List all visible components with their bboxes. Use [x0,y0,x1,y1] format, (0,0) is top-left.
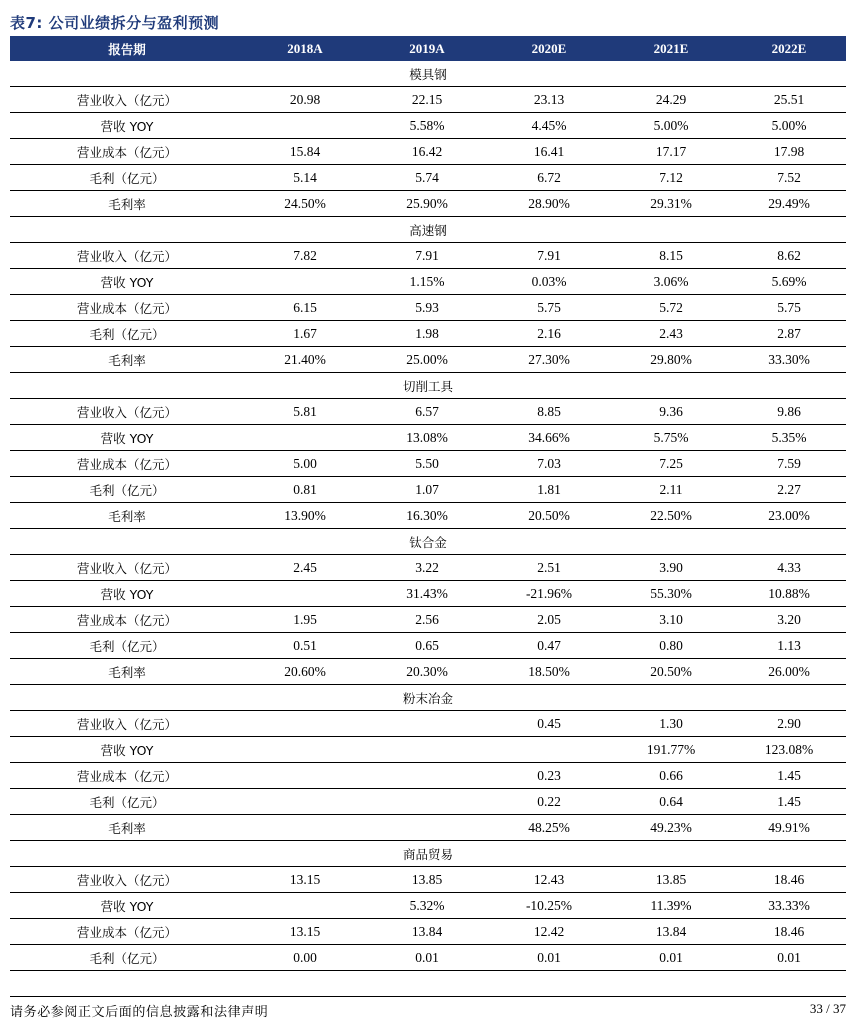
table-cell: 20.50% [610,659,732,685]
row-label: 毛利（亿元） [10,321,244,347]
table-row [10,165,846,191]
table-cell [244,893,366,919]
table-row [10,243,846,269]
table-cell: 31.43% [366,581,488,607]
table-header-row [10,36,846,61]
table-cell: 22.50% [610,503,732,529]
table-row [10,425,846,451]
table-cell: 10.88% [732,581,846,607]
table-row [10,321,846,347]
table-cell: 17.98 [732,139,846,165]
row-label: 营收 YOY [10,113,244,139]
table-cell: 55.30% [610,581,732,607]
section-title: 粉末冶金 [10,685,846,711]
table-cell [244,815,366,841]
table-cell: 1.30 [610,711,732,737]
table-cell: 0.81 [244,477,366,503]
table-row [10,347,846,373]
section-row [10,841,846,867]
table-cell: 1.95 [244,607,366,633]
table-cell [366,711,488,737]
table-row [10,555,846,581]
table-cell: 1.45 [732,789,846,815]
row-label: 营收 YOY [10,893,244,919]
section-title: 模具钢 [10,61,846,87]
table-cell: 13.85 [366,867,488,893]
table-cell: 1.13 [732,633,846,659]
row-label: 毛利率 [10,347,244,373]
table-cell: 6.72 [488,165,610,191]
table-row [10,191,846,217]
row-label: 营收 YOY [10,269,244,295]
table-row [10,295,846,321]
table-row [10,919,846,945]
table-cell: 18.46 [732,867,846,893]
table-cell: 34.66% [488,425,610,451]
table-cell: 7.82 [244,243,366,269]
table-row [10,477,846,503]
table-cell: 2.11 [610,477,732,503]
table-row [10,87,846,113]
table-cell: 0.03% [488,269,610,295]
table-cell: 0.66 [610,763,732,789]
table-cell: 23.13 [488,87,610,113]
table-cell: 2.90 [732,711,846,737]
table-cell: 1.67 [244,321,366,347]
row-label: 营收 YOY [10,425,244,451]
table-row [10,139,846,165]
table-cell [244,425,366,451]
table-cell: 49.91% [732,815,846,841]
header-2018a: 2018A [244,36,366,61]
table-cell: 23.00% [732,503,846,529]
header-2022e: 2022E [732,36,846,61]
table-cell: 5.50 [366,451,488,477]
row-label: 毛利（亿元） [10,477,244,503]
table-cell: 3.22 [366,555,488,581]
earnings-forecast-table [10,36,846,971]
section-title: 商品贸易 [10,841,846,867]
table-cell: 29.31% [610,191,732,217]
table-cell: 27.30% [488,347,610,373]
table-cell: 5.32% [366,893,488,919]
table-cell: 5.58% [366,113,488,139]
table-cell: 13.15 [244,919,366,945]
row-label: 营业收入（亿元） [10,399,244,425]
table-cell: 9.36 [610,399,732,425]
table-cell: 2.27 [732,477,846,503]
table-cell: 191.77% [610,737,732,763]
table-cell: 20.60% [244,659,366,685]
table-cell: 17.17 [610,139,732,165]
row-label: 毛利率 [10,815,244,841]
table-cell: 5.75% [610,425,732,451]
table-cell: 0.00 [244,945,366,971]
table-cell: 7.25 [610,451,732,477]
table-row [10,737,846,763]
table-cell: 0.01 [366,945,488,971]
table-cell: 7.12 [610,165,732,191]
section-title: 高速钢 [10,217,846,243]
table-cell: 13.85 [610,867,732,893]
table-title: 表7: 公司业绩拆分与盈利预测 [10,14,220,32]
table-cell: 1.15% [366,269,488,295]
table-cell: 13.84 [610,919,732,945]
table-cell [244,737,366,763]
table-cell: -10.25% [488,893,610,919]
table-cell: 0.65 [366,633,488,659]
table-cell: 3.20 [732,607,846,633]
table-cell: 13.15 [244,867,366,893]
table-cell: 29.49% [732,191,846,217]
table-cell: 1.45 [732,763,846,789]
row-label: 毛利（亿元） [10,165,244,191]
table-cell [366,763,488,789]
table-cell: 7.52 [732,165,846,191]
table-cell [244,711,366,737]
table-row [10,113,846,139]
table-row [10,659,846,685]
page-number: 33 / 37 [809,1001,846,1016]
section-row [10,529,846,555]
table-row [10,451,846,477]
table-cell: 5.00% [610,113,732,139]
table-cell: 28.90% [488,191,610,217]
table-cell: 5.72 [610,295,732,321]
table-row [10,269,846,295]
table-row [10,945,846,971]
row-label: 毛利（亿元） [10,789,244,815]
table-row [10,633,846,659]
table-cell: 2.05 [488,607,610,633]
table-cell: 11.39% [610,893,732,919]
table-cell: 0.47 [488,633,610,659]
table-cell: 5.81 [244,399,366,425]
table-cell [366,737,488,763]
table-cell: 9.86 [732,399,846,425]
table-cell: 4.33 [732,555,846,581]
row-label: 营收 YOY [10,581,244,607]
table-cell: 123.08% [732,737,846,763]
row-label: 毛利率 [10,503,244,529]
section-title: 切削工具 [10,373,846,399]
table-row [10,711,846,737]
table-cell: 2.56 [366,607,488,633]
table-row [10,399,846,425]
table-cell: 49.23% [610,815,732,841]
table-cell: 7.59 [732,451,846,477]
table-cell: 13.90% [244,503,366,529]
table-cell: 5.93 [366,295,488,321]
table-cell: 20.50% [488,503,610,529]
row-label: 营收 YOY [10,737,244,763]
footer-disclaimer: 请务必参阅正文后面的信息披露和法律声明 [10,1005,269,1020]
table-cell [488,737,610,763]
table-cell: 15.84 [244,139,366,165]
table-row [10,789,846,815]
row-label: 营业收入（亿元） [10,867,244,893]
table-cell [244,113,366,139]
table-cell: 5.74 [366,165,488,191]
table-cell: 5.69% [732,269,846,295]
table-cell: 0.01 [732,945,846,971]
row-label: 营业成本（亿元） [10,451,244,477]
section-row [10,373,846,399]
table-cell [244,789,366,815]
table-cell: 21.40% [244,347,366,373]
table-cell [244,581,366,607]
row-label: 毛利率 [10,659,244,685]
header-period: 报告期 [10,36,244,61]
table-cell [366,789,488,815]
section-row [10,217,846,243]
row-label: 营业收入（亿元） [10,711,244,737]
table-cell: 24.50% [244,191,366,217]
header-2019a: 2019A [366,36,488,61]
table-cell: 2.43 [610,321,732,347]
table-cell: 0.64 [610,789,732,815]
header-2021e: 2021E [610,36,732,61]
table-cell: 24.29 [610,87,732,113]
footer-divider [10,996,846,997]
table-cell: 1.07 [366,477,488,503]
table-cell: 3.06% [610,269,732,295]
table-cell: 5.75 [732,295,846,321]
table-cell: 7.91 [488,243,610,269]
table-cell: 13.08% [366,425,488,451]
table-cell: 2.45 [244,555,366,581]
table-cell: 16.30% [366,503,488,529]
table-cell: 22.15 [366,87,488,113]
table-cell: 33.33% [732,893,846,919]
row-label: 营业成本（亿元） [10,919,244,945]
table-cell: 8.85 [488,399,610,425]
table-row [10,763,846,789]
table-cell: 18.50% [488,659,610,685]
table-cell: 5.14 [244,165,366,191]
row-label: 毛利率 [10,191,244,217]
table-cell: 13.84 [366,919,488,945]
header-2020e: 2020E [488,36,610,61]
row-label: 营业成本（亿元） [10,139,244,165]
table-cell: 12.43 [488,867,610,893]
table-cell [244,269,366,295]
table-cell: 2.51 [488,555,610,581]
table-cell: 20.30% [366,659,488,685]
table-cell: 1.98 [366,321,488,347]
table-cell: 5.75 [488,295,610,321]
table-row [10,815,846,841]
table-cell: 8.62 [732,243,846,269]
row-label: 营业成本（亿元） [10,607,244,633]
table-cell: 0.01 [488,945,610,971]
table-cell: 25.51 [732,87,846,113]
table-cell: 16.41 [488,139,610,165]
table-cell [366,815,488,841]
table-cell: 5.00 [244,451,366,477]
table-cell: 7.91 [366,243,488,269]
table-cell: 16.42 [366,139,488,165]
table-cell: 4.45% [488,113,610,139]
table-cell: 6.15 [244,295,366,321]
table-cell: 33.30% [732,347,846,373]
table-row [10,893,846,919]
table-cell: 29.80% [610,347,732,373]
row-label: 毛利（亿元） [10,633,244,659]
table-cell: 5.00% [732,113,846,139]
table-cell: 0.80 [610,633,732,659]
row-label: 营业成本（亿元） [10,763,244,789]
table-body [10,61,846,971]
table-cell: 20.98 [244,87,366,113]
table-row [10,581,846,607]
row-label: 营业收入（亿元） [10,243,244,269]
row-label: 营业收入（亿元） [10,555,244,581]
table-cell: 0.45 [488,711,610,737]
row-label: 毛利（亿元） [10,945,244,971]
table-cell: 2.16 [488,321,610,347]
section-title: 钛合金 [10,529,846,555]
table-cell: 8.15 [610,243,732,269]
row-label: 营业成本（亿元） [10,295,244,321]
section-row [10,685,846,711]
table-row [10,503,846,529]
table-cell: 0.01 [610,945,732,971]
table-cell: 2.87 [732,321,846,347]
table-cell: 26.00% [732,659,846,685]
table-row [10,607,846,633]
table-cell: 7.03 [488,451,610,477]
table-cell: 0.51 [244,633,366,659]
table-cell: 1.81 [488,477,610,503]
table-cell: 12.42 [488,919,610,945]
table-cell: 48.25% [488,815,610,841]
table-cell [244,763,366,789]
table-cell: -21.96% [488,581,610,607]
table-cell: 6.57 [366,399,488,425]
table-cell: 25.00% [366,347,488,373]
table-cell: 0.23 [488,763,610,789]
table-cell: 3.90 [610,555,732,581]
table-cell: 18.46 [732,919,846,945]
row-label: 营业收入（亿元） [10,87,244,113]
table-row [10,867,846,893]
section-row [10,61,846,87]
table-cell: 25.90% [366,191,488,217]
table-cell: 5.35% [732,425,846,451]
table-cell: 0.22 [488,789,610,815]
table-cell: 3.10 [610,607,732,633]
